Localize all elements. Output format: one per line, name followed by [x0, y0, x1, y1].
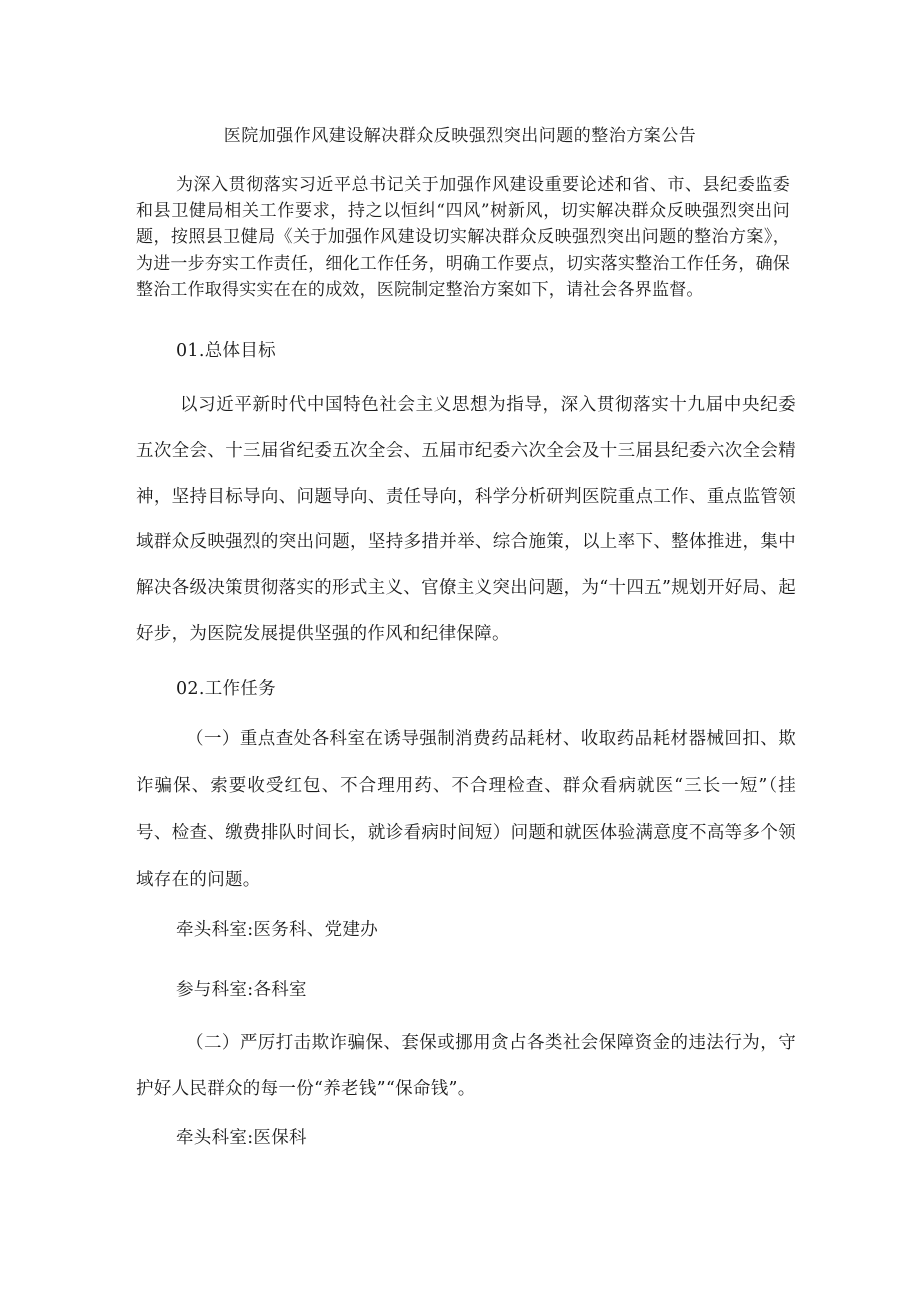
- task-1-participating-departments: 参与科室:各科室: [176, 980, 307, 1000]
- task-2-lead-department: 牵头科室:医保科: [176, 1128, 307, 1148]
- goals-paragraph: 以习近平新时代中国特色社会主义思想为指导，深入贯彻落实十九届中央纪委五次全会、十三届省纪委五次全会、五届市纪委六次全会及十三届县纪委六次全会精神，坚持目标导向、问题导向、责任导向，科学分析研判医院重点工作、重点监管领域群众反映强烈的突出问题，坚持多措并举、综合施策，以上率下、整体推进，集中解决各级决策贯彻落实的形式主义、官僚主义突出问题，为“十四五”规划开好局、起好步，为医院发展提供坚强的作风和纪律保障。: [136, 395, 796, 644]
- intro-paragraph: 为深入贯彻落实习近平总书记关于加强作风建设重要论述和省、市、县纪委监委和县卫健局相关工作要求，持之以恒纠“四风”树新风，切实解决群众反映强烈突出问题，按照县卫健局《关于加强作风建设切实解决群众反映强烈突出问题的整治方案》，为进一步夯实工作责任，细化工作任务，明确工作要点，切实落实整治工作任务，确保整治工作取得实实在在的成效，医院制定整治方案如下，请社会各界监督。: [136, 175, 790, 300]
- task-1-paragraph: （一）重点查处各科室在诱导强制消费药品耗材、收取药品耗材器械回扣、欺诈骗保、索要收受红包、不合理用药、不合理检查、群众看病就医“三长一短”（挂号、检查、缴费排队时间长，就诊看病时间短）问题和就医体验满意度不高等多个领域存在的问题。: [136, 729, 796, 890]
- section-heading-goals: 01.总体目标: [176, 341, 276, 361]
- task-1-lead-department: 牵头科室:医务科、党建办: [176, 920, 378, 940]
- section-heading-tasks: 02.工作任务: [176, 679, 276, 699]
- document-title: 医院加强作风建设解决群众反映强烈突出问题的整治方案公告: [223, 126, 697, 146]
- task-2-paragraph: （二）严厉打击欺诈骗保、套保或挪用贪占各类社会保障资金的违法行为，守护好人民群众的每一份“养老钱”“保命钱”。: [136, 1033, 796, 1099]
